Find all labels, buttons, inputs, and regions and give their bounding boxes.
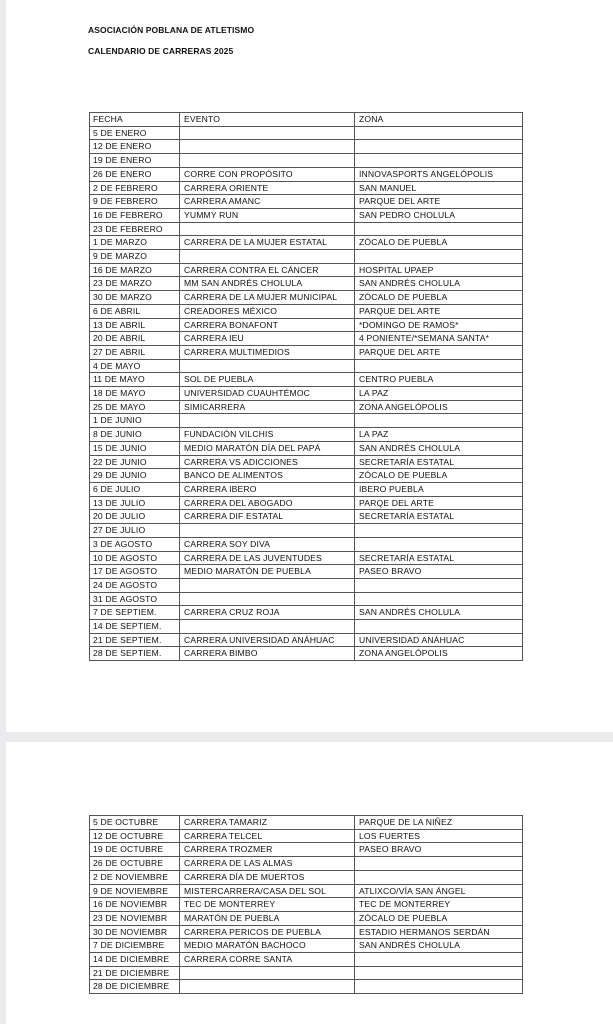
date-cell: 12 DE ENERO: [90, 140, 180, 154]
table-row: [90, 911, 523, 925]
date-cell: 26 DE OCTUBRE: [90, 857, 180, 871]
event-cell: CORRE CON PROPÓSITO: [180, 167, 355, 181]
date-cell: 20 DE JULIO: [90, 510, 180, 524]
table-row: [90, 345, 523, 359]
zone-cell: ESTADIO HERMANOS SERDÁN: [355, 925, 523, 939]
zone-cell: SECRETARÍA ESTATAL: [355, 455, 523, 469]
zone-cell: [355, 126, 523, 140]
date-cell: 16 DE FEBRERO: [90, 208, 180, 222]
zone-cell: 4 PONIENTE/*SEMANA SANTA*: [355, 332, 523, 346]
date-cell: 10 DE AGOSTO: [90, 551, 180, 565]
zone-cell: [355, 537, 523, 551]
event-cell: MEDIO MARATÓN DÍA DEL PAPÁ: [180, 441, 355, 455]
event-cell: [180, 620, 355, 634]
zone-cell: PARQE DEL ARTE: [355, 496, 523, 510]
table-row: [90, 222, 523, 236]
table-row: [90, 633, 523, 647]
zone-cell: SAN ANDRÉS CHOLULA: [355, 441, 523, 455]
table-row: [90, 428, 523, 442]
zone-cell: ZÓCALO DE PUEBLA: [355, 911, 523, 925]
event-cell: CARRERA TELCEL: [180, 829, 355, 843]
event-cell: CARRERA BONAFONT: [180, 318, 355, 332]
document-page-1: [6, 0, 613, 732]
zone-cell: LA PAZ: [355, 387, 523, 401]
date-cell: 19 DE ENERO: [90, 154, 180, 168]
table-row: [90, 126, 523, 140]
date-cell: 1 DE MARZO: [90, 236, 180, 250]
race-calendar-table-1: [89, 112, 523, 661]
table-row: [90, 606, 523, 620]
zone-cell: [355, 592, 523, 606]
table-row: [90, 496, 523, 510]
column-header-fecha: FECHA: [90, 113, 180, 127]
zone-cell: ZÓCALO DE PUEBLA: [355, 236, 523, 250]
event-cell: SOL DE PUEBLA: [180, 373, 355, 387]
event-cell: CARRERA IBERO: [180, 482, 355, 496]
date-cell: 17 DE AGOSTO: [90, 565, 180, 579]
event-cell: [180, 980, 355, 994]
date-cell: 6 DE JULIO: [90, 482, 180, 496]
zone-cell: CENTRO PUEBLA: [355, 373, 523, 387]
event-cell: CARRERA PERICOS DE PUEBLA: [180, 925, 355, 939]
event-cell: CARRERA CRUZ ROJA: [180, 606, 355, 620]
date-cell: 16 DE NOVIEMBR: [90, 898, 180, 912]
date-cell: 9 DE MARZO: [90, 250, 180, 264]
date-cell: 24 DE AGOSTO: [90, 578, 180, 592]
date-cell: 4 DE MAYO: [90, 359, 180, 373]
zone-cell: SECRETARÍA ESTATAL: [355, 510, 523, 524]
table-row: [90, 551, 523, 565]
calendar-title: CALENDARIO DE CARRERAS 2025: [88, 46, 234, 56]
date-cell: 2 DE FEBRERO: [90, 181, 180, 195]
date-cell: 23 DE NOVIEMBR: [90, 911, 180, 925]
date-cell: 26 DE ENERO: [90, 167, 180, 181]
date-cell: 21 DE SEPTIEM.: [90, 633, 180, 647]
event-cell: [180, 414, 355, 428]
zone-cell: [355, 870, 523, 884]
event-cell: [180, 222, 355, 236]
date-cell: 7 DE DICIEMBRE: [90, 939, 180, 953]
table-row: [90, 332, 523, 346]
date-cell: 27 DE JULIO: [90, 524, 180, 538]
table-row: [90, 870, 523, 884]
date-cell: 2 DE NOVIEMBRE: [90, 870, 180, 884]
table-row: [90, 387, 523, 401]
event-cell: CARRERA TROZMER: [180, 843, 355, 857]
event-cell: CARRERA CONTRA EL CÁNCER: [180, 263, 355, 277]
table-row: [90, 154, 523, 168]
zone-cell: [355, 359, 523, 373]
date-cell: 3 DE AGOSTO: [90, 537, 180, 551]
event-cell: CREADORES MÉXICO: [180, 304, 355, 318]
zone-cell: [355, 966, 523, 980]
date-cell: 23 DE FEBRERO: [90, 222, 180, 236]
event-cell: YUMMY RUN: [180, 208, 355, 222]
date-cell: 11 DE MAYO: [90, 373, 180, 387]
date-cell: 30 DE NOVIEMBR: [90, 925, 180, 939]
table-row: [90, 925, 523, 939]
event-cell: CARRERA DE LA MUJER MUNICIPAL: [180, 291, 355, 305]
table-row: [90, 510, 523, 524]
event-cell: SIMICARRERA: [180, 400, 355, 414]
event-cell: MM SAN ANDRÉS CHOLULA: [180, 277, 355, 291]
date-cell: 20 DE ABRIL: [90, 332, 180, 346]
zone-cell: [355, 140, 523, 154]
date-cell: 22 DE JUNIO: [90, 455, 180, 469]
zone-cell: ZONA ANGELÓPOLIS: [355, 400, 523, 414]
date-cell: 14 DE DICIEMBRE: [90, 953, 180, 967]
event-cell: [180, 359, 355, 373]
zone-cell: [355, 578, 523, 592]
zone-cell: [355, 250, 523, 264]
date-cell: 12 DE OCTUBRE: [90, 829, 180, 843]
zone-cell: PARQUE DE LA NIÑEZ: [355, 816, 523, 830]
event-cell: FUNDACIÓN VILCHIS: [180, 428, 355, 442]
race-calendar-table-2: [89, 815, 523, 994]
zone-cell: PARQUE DEL ARTE: [355, 195, 523, 209]
event-cell: CARRERA DEL ABOGADO: [180, 496, 355, 510]
zone-cell: [355, 953, 523, 967]
event-cell: MARATÓN DE PUEBLA: [180, 911, 355, 925]
date-cell: 28 DE DICIEMBRE: [90, 980, 180, 994]
event-cell: CARRERA DIF ESTATAL: [180, 510, 355, 524]
date-cell: 8 DE JUNIO: [90, 428, 180, 442]
event-cell: CARRERA DE LAS JUVENTUDES: [180, 551, 355, 565]
column-header-zona: ZONA: [355, 113, 523, 127]
table-row: [90, 953, 523, 967]
zone-cell: ZONA ANGELÓPOLIS: [355, 647, 523, 661]
table-row: [90, 966, 523, 980]
table-row: [90, 829, 523, 843]
zone-cell: [355, 154, 523, 168]
zone-cell: PASEO BRAVO: [355, 565, 523, 579]
event-cell: CARRERA UNIVERSIDAD ANÁHUAC: [180, 633, 355, 647]
table-row: [90, 455, 523, 469]
date-cell: 25 DE MAYO: [90, 400, 180, 414]
event-cell: [180, 524, 355, 538]
event-cell: [180, 250, 355, 264]
date-cell: 1 DE JUNIO: [90, 414, 180, 428]
date-cell: 19 DE OCTUBRE: [90, 843, 180, 857]
date-cell: 7 DE SEPTIEM.: [90, 606, 180, 620]
table-row: [90, 565, 523, 579]
date-cell: 14 DE SEPTIEM.: [90, 620, 180, 634]
table-row: [90, 304, 523, 318]
event-cell: [180, 140, 355, 154]
zone-cell: ZÓCALO DE PUEBLA: [355, 291, 523, 305]
table-row: [90, 373, 523, 387]
event-cell: CARRERA CORRE SANTA: [180, 953, 355, 967]
event-cell: [180, 592, 355, 606]
table-row: [90, 277, 523, 291]
zone-cell: IBERO PUEBLA: [355, 482, 523, 496]
event-cell: CARRERA AMANC: [180, 195, 355, 209]
table-row: [90, 469, 523, 483]
zone-cell: SAN PEDRO CHOLULA: [355, 208, 523, 222]
zone-cell: [355, 857, 523, 871]
table-row: [90, 843, 523, 857]
table-row: [90, 291, 523, 305]
zone-cell: [355, 222, 523, 236]
zone-cell: LOS FUERTES: [355, 829, 523, 843]
date-cell: 5 DE ENERO: [90, 126, 180, 140]
zone-cell: [355, 524, 523, 538]
zone-cell: PARQUE DEL ARTE: [355, 345, 523, 359]
date-cell: 18 DE MAYO: [90, 387, 180, 401]
table-row: [90, 441, 523, 455]
table-row: [90, 578, 523, 592]
date-cell: 6 DE ABRIL: [90, 304, 180, 318]
table-row: [90, 592, 523, 606]
document-page-2: [6, 742, 613, 1024]
zone-cell: SAN ANDRÉS CHOLULA: [355, 277, 523, 291]
zone-cell: SAN ANDRÉS CHOLULA: [355, 939, 523, 953]
date-cell: 21 DE DICIEMBRE: [90, 966, 180, 980]
event-cell: CARRERA IEU: [180, 332, 355, 346]
date-cell: 15 DE JUNIO: [90, 441, 180, 455]
zone-cell: SAN MANUEL: [355, 181, 523, 195]
table-row: [90, 263, 523, 277]
zone-cell: [355, 980, 523, 994]
zone-cell: TEC DE MONTERREY: [355, 898, 523, 912]
event-cell: [180, 154, 355, 168]
zone-cell: LA PAZ: [355, 428, 523, 442]
table-row: [90, 884, 523, 898]
table-row: [90, 195, 523, 209]
zone-cell: HOSPITAL UPAEP: [355, 263, 523, 277]
event-cell: UNIVERSIDAD CUAUHTÉMOC: [180, 387, 355, 401]
table-row: [90, 939, 523, 953]
event-cell: MEDIO MARATÓN BACHOCO: [180, 939, 355, 953]
zone-cell: [355, 620, 523, 634]
event-cell: [180, 126, 355, 140]
table-row: [90, 816, 523, 830]
event-cell: CARRERA ORIENTE: [180, 181, 355, 195]
event-cell: BANCO DE ALIMENTOS: [180, 469, 355, 483]
zone-cell: *DOMINGO DE RAMOS*: [355, 318, 523, 332]
zone-cell: [355, 414, 523, 428]
table-row: [90, 857, 523, 871]
event-cell: MISTERCARRERA/CASA DEL SOL: [180, 884, 355, 898]
organization-title: ASOCIACIÓN POBLANA DE ATLETISMO: [88, 25, 255, 35]
table-row: [90, 620, 523, 634]
event-cell: CARRERA DÍA DE MUERTOS: [180, 870, 355, 884]
event-cell: CARRERA DE LAS ALMAS: [180, 857, 355, 871]
zone-cell: INNOVASPORTS ANGELÓPOLIS: [355, 167, 523, 181]
date-cell: 13 DE JULIO: [90, 496, 180, 510]
zone-cell: ZÓCALO DE PUEBLA: [355, 469, 523, 483]
zone-cell: PARQUE DEL ARTE: [355, 304, 523, 318]
table-row: [90, 400, 523, 414]
table-row: [90, 167, 523, 181]
event-cell: [180, 578, 355, 592]
zone-cell: SAN ANDRÉS CHOLULA: [355, 606, 523, 620]
table-row: [90, 898, 523, 912]
event-cell: TEC DE MONTERREY: [180, 898, 355, 912]
table-row: [90, 537, 523, 551]
event-cell: MEDIO MARATÓN DE PUEBLA: [180, 565, 355, 579]
table-row: [90, 482, 523, 496]
date-cell: 16 DE MARZO: [90, 263, 180, 277]
date-cell: 31 DE AGOSTO: [90, 592, 180, 606]
date-cell: 5 DE OCTUBRE: [90, 816, 180, 830]
table-row: [90, 524, 523, 538]
zone-cell: PASEO BRAVO: [355, 843, 523, 857]
table-row: [90, 414, 523, 428]
table-row: [90, 181, 523, 195]
date-cell: 29 DE JUNIO: [90, 469, 180, 483]
zone-cell: SECRETARÍA ESTATAL: [355, 551, 523, 565]
table-row: [90, 359, 523, 373]
table-row: [90, 140, 523, 154]
date-cell: 28 DE SEPTIEM.: [90, 647, 180, 661]
event-cell: CARRERA VS ADICCIONES: [180, 455, 355, 469]
date-cell: 13 DE ABRIL: [90, 318, 180, 332]
table-row: [90, 318, 523, 332]
table-row: [90, 647, 523, 661]
table-row: [90, 980, 523, 994]
column-header-evento: EVENTO: [180, 113, 355, 127]
zone-cell: ATLIXCO/VÍA SAN ÁNGEL: [355, 884, 523, 898]
event-cell: CARRERA TAMARIZ: [180, 816, 355, 830]
date-cell: 27 DE ABRIL: [90, 345, 180, 359]
table-header-row: [90, 113, 523, 127]
event-cell: CARRERA MULTIMEDIOS: [180, 345, 355, 359]
event-cell: [180, 966, 355, 980]
table-row: [90, 236, 523, 250]
table-row: [90, 208, 523, 222]
date-cell: 30 DE MARZO: [90, 291, 180, 305]
table-row: [90, 250, 523, 264]
zone-cell: UNIVERSIDAD ANÁHUAC: [355, 633, 523, 647]
date-cell: 9 DE FEBRERO: [90, 195, 180, 209]
event-cell: CARRERA SOY DIVA: [180, 537, 355, 551]
date-cell: 9 DE NOVIEMBRE: [90, 884, 180, 898]
date-cell: 23 DE MARZO: [90, 277, 180, 291]
event-cell: CARRERA DE LA MUJER ESTATAL: [180, 236, 355, 250]
event-cell: CARRERA BIMBO: [180, 647, 355, 661]
